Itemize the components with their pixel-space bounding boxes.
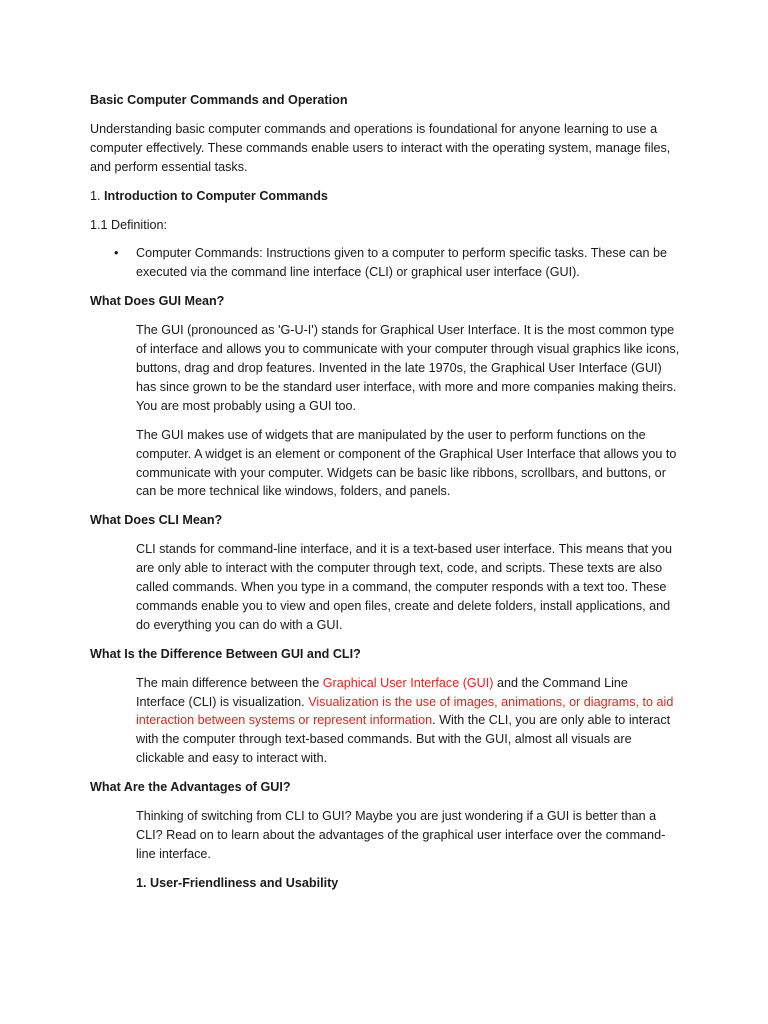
difference-text-1: The main difference between the (136, 675, 323, 690)
subsection-definition: 1.1 Definition: (90, 217, 168, 232)
advantages-heading: What Are the Advantages of GUI? (90, 780, 291, 795)
advantage-item-1: 1. User-Friendliness and Usability (136, 875, 339, 890)
section-1-number: 1. (90, 188, 105, 203)
visualization-link[interactable]: Visualization is the use of images, animations, or diagrams, to aid interaction between systems or represent information (136, 694, 674, 728)
difference-text-3: . With the CLI, you are only able to interact with the computer through text-based commands. But with the GUI, almost all visuals are clickable and easy to interact with. (136, 713, 671, 766)
cli-paragraph: CLI stands for command-line interface, and it is a text-based user interface. This means that you are only able to interact with the computer through text, code, and scripts. These texts are also called commands. When you type in a command, the computer responds with a text too. These commands enable you to view and open files, create and delete folders, install applications, and do everything you can do with a GUI. (136, 542, 672, 632)
bullet-text: Computer Commands: Instructions given to a computer to perform specific tasks. These can be executed via the command line interface (CLI) or graphical user interface (GUI). (136, 246, 668, 280)
bullet-marker: • (114, 246, 119, 261)
section-1-title: Introduction to Computer Commands (104, 188, 328, 203)
section-1-heading (90, 187, 680, 206)
gui-heading: What Does GUI Mean? (90, 294, 225, 309)
cli-heading: What Does CLI Mean? (90, 513, 223, 528)
gui-link[interactable]: Graphical User Interface (GUI) (322, 675, 494, 690)
definition-list (90, 244, 680, 282)
list-item (90, 244, 680, 282)
document-page (90, 91, 680, 893)
advantages-paragraph: Thinking of switching from CLI to GUI? Maybe you are just wondering if a GUI is better than a CLI? Read on to learn about the advantages of the graphical user interface over the command-line interface. (136, 809, 666, 861)
intro-paragraph: Understanding basic computer commands and operations is foundational for anyone learning to use a computer effectively. These commands enable users to interact with the operating system, manage files, and perform essential tasks. (90, 121, 671, 174)
difference-paragraph (136, 674, 680, 769)
difference-text-2: and the Command Line Interface (CLI) is visualization. (136, 675, 628, 709)
gui-paragraph-2: The GUI makes use of widgets that are manipulated by the user to perform functions on the computer. A widget is an element or component of the Graphical User Interface that allows you to communicate with your computer. Widgets can be basic like ribbons, scrollbars, and buttons, or can be more technical like windows, folders, and panels. (136, 427, 677, 499)
gui-paragraph-1: The GUI (pronounced as 'G-U-I') stands for Graphical User Interface. It is the most common type of interface and allows you to communicate with your computer through visual graphics like icons, buttons, drag and drop features. Invented in the late 1970s, the Graphical User Interface (GUI) has since grown to be the standard user interface, with more and more companies making theirs. You are most probably using a GUI too. (136, 323, 680, 413)
difference-heading: What Is the Difference Between GUI and CLI? (90, 646, 361, 661)
document-title: Basic Computer Commands and Operation (90, 93, 348, 107)
